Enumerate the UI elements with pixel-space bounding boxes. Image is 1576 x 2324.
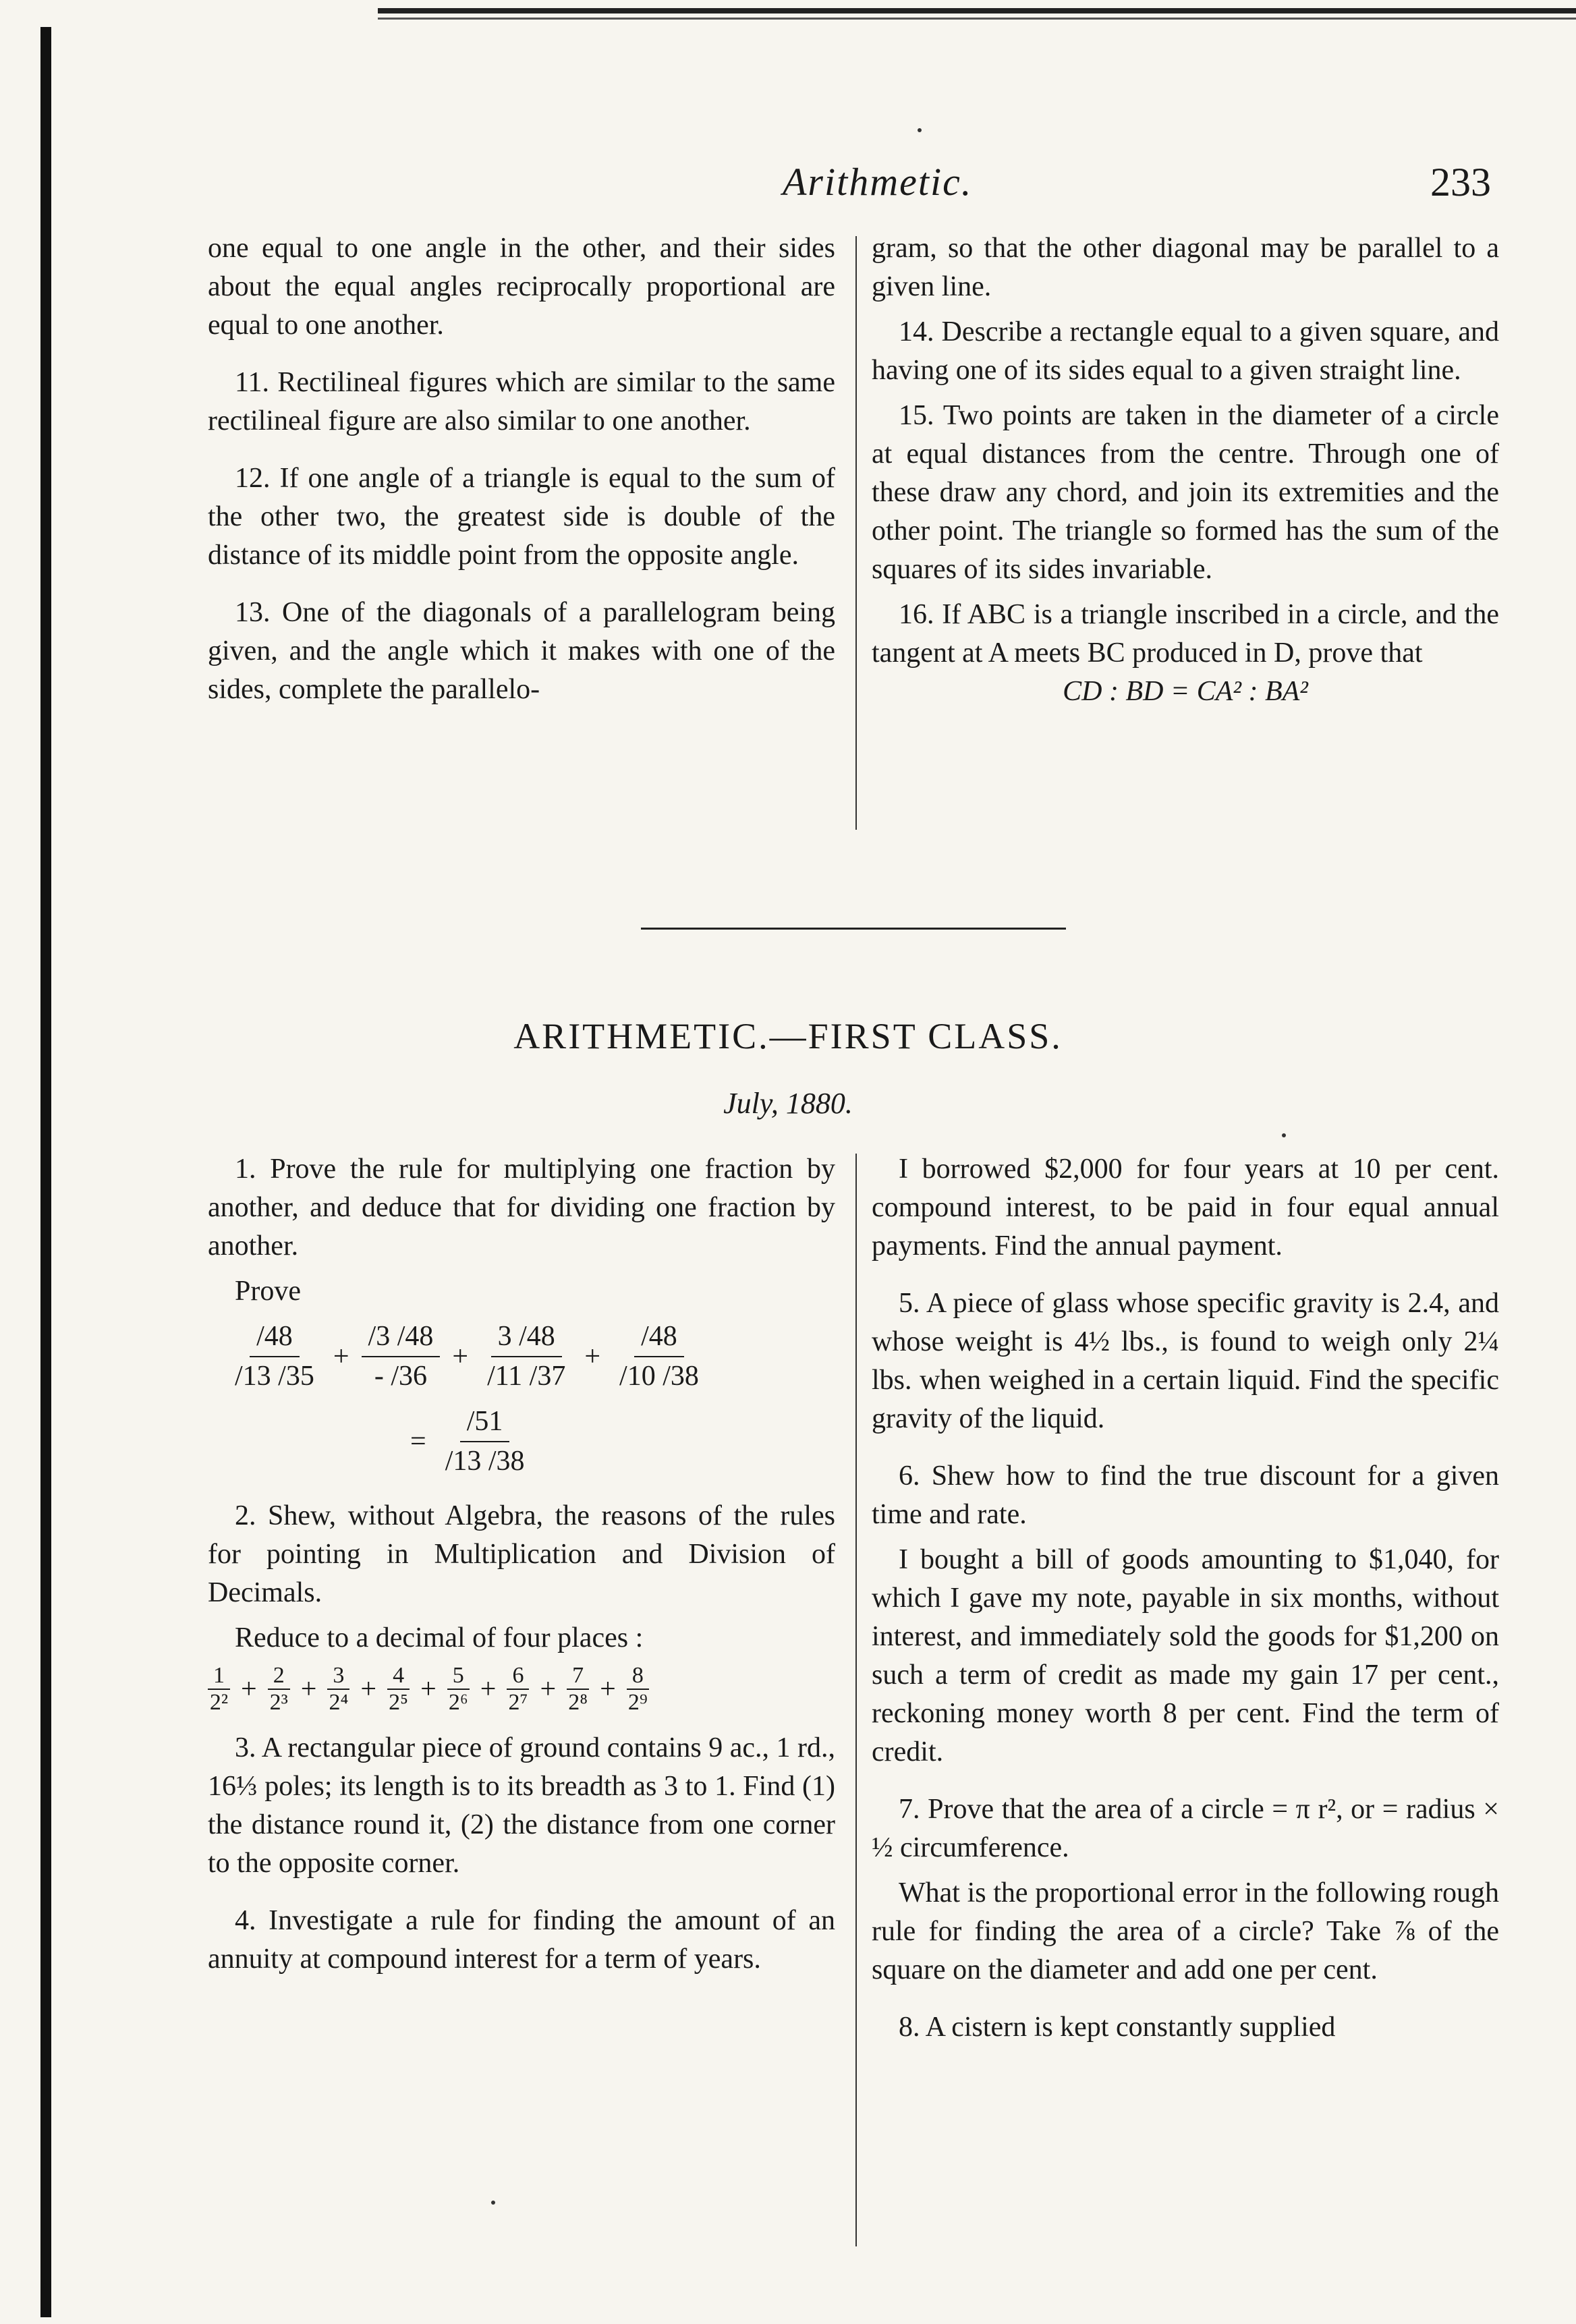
fraction-term [480, 1317, 572, 1396]
term-denominator: 2⁸ [568, 1690, 588, 1715]
question-6: 6. Shew how to find the true discount for a given time and rate. [872, 1461, 1499, 1530]
fraction-numerator: /51 [460, 1402, 510, 1442]
problem-13: 13. One of the diagonals of a parallelogram being given, and the angle which it makes with one of the sides, complete the parallelo- [208, 597, 835, 705]
term-numerator: 4 [387, 1663, 410, 1690]
plus-sign: + [333, 1340, 349, 1372]
term-denominator: 2⁶ [448, 1690, 468, 1715]
page-binding-edge [40, 27, 51, 2317]
power-sum-row [208, 1663, 835, 1716]
plus-sign: + [540, 1673, 557, 1705]
problem-15: 15. Two points are taken in the diameter of a circle at equal distances from the centre. Through one of these draw any chord, and join its extremities and the other point. The triangle so formed has the sum of the squares of its sides invariable. [872, 400, 1499, 585]
power-term [627, 1663, 649, 1716]
term-denominator: 2² [209, 1690, 229, 1715]
fraction-numerator: /48 [250, 1317, 300, 1357]
term-numerator: 3 [327, 1663, 349, 1690]
plus-sign: + [420, 1673, 437, 1705]
term-numerator: 2 [268, 1663, 290, 1690]
power-term [387, 1663, 410, 1716]
problem-13-continued: gram, so that the other diagonal may be parallel to a given line. [872, 233, 1499, 302]
plus-sign: + [241, 1673, 257, 1705]
fraction-result-row [410, 1402, 835, 1481]
running-head: Arithmetic. [783, 160, 973, 204]
fraction-denominator: /13 /35 [235, 1361, 314, 1392]
plus-sign: + [300, 1673, 317, 1705]
problem-14: 14. Describe a rectangle equal to a given square, and having one of its sides equal to a given straight line. [872, 316, 1499, 386]
column-divider-bottom [855, 1154, 857, 2246]
fraction-sum-row [228, 1317, 835, 1396]
prove-label: Prove [235, 1276, 301, 1307]
print-speck [491, 2201, 495, 2205]
question-1: 1. Prove the rule for multiplying one fraction by another, and deduce that for dividing one fraction by another. [208, 1154, 835, 1262]
power-term [507, 1663, 529, 1716]
question-8: 8. A cistern is kept constantly supplied [899, 2012, 1336, 2043]
term-denominator: 2³ [269, 1690, 288, 1715]
fraction-term [362, 1317, 441, 1396]
problem-12: 12. If one angle of a triangle is equal to the sum of the other two, the greatest side is double of the distance of its middle point from the opposite angle. [208, 463, 835, 571]
column-left-top [208, 229, 835, 728]
fraction-denominator: /10 /38 [619, 1361, 699, 1392]
fraction-denominator: /13 /38 [445, 1446, 525, 1477]
column-right-bottom [872, 1150, 1499, 2066]
print-speck [918, 128, 922, 132]
column-left-bottom [208, 1150, 835, 1997]
print-speck [1282, 1133, 1286, 1137]
question-4-continued: I borrowed $2,000 for four years at 10 per cent. compound interest, to be paid in four equal annual payments. Find the annual payment. [872, 1154, 1499, 1262]
question-7-part-b: What is the proportional error in the following rough rule for finding the area of a circle? Take ⅞ of the square on the diameter and add one per cent. [872, 1877, 1499, 1985]
power-term [208, 1663, 230, 1716]
fraction-term [613, 1317, 706, 1396]
term-denominator: 2⁹ [627, 1690, 648, 1715]
fraction-denominator: /11 /37 [487, 1361, 566, 1392]
problem-16: 16. If ABC is a triangle inscribed in a circle, and the tangent at A meets BC produced in D, prove that [872, 599, 1499, 669]
section-title: ARITHMETIC.—FIRST CLASS. [513, 1016, 1063, 1056]
page-number: 233 [1430, 160, 1491, 204]
fraction-result [439, 1402, 532, 1481]
problem-16-formula: CD : BD = CA² : BA² [1063, 676, 1308, 707]
fraction-term [228, 1317, 321, 1396]
top-rule-thin [378, 18, 1576, 20]
power-term [268, 1663, 290, 1716]
plus-sign: + [360, 1673, 377, 1705]
plus-sign: + [584, 1340, 601, 1372]
question-5: 5. A piece of glass whose specific gravity is 2.4, and whose weight is 4½ lbs., is found to weigh only 2¼ lbs. when weighed in a certain liquid. Find the specific gravity of the liquid. [872, 1288, 1499, 1434]
question-2: 2. Shew, without Algebra, the reasons of the rules for pointing in Multiplication and Division of Decimals. [208, 1500, 835, 1608]
plus-sign: + [452, 1340, 469, 1372]
fraction-numerator: 3 /48 [491, 1317, 562, 1357]
problem-11: 11. Rectilineal figures which are similar to the same rectilineal figure are also similar to one another. [208, 367, 835, 436]
term-denominator: 2⁷ [508, 1690, 528, 1715]
term-numerator: 1 [208, 1663, 230, 1690]
plus-sign: + [600, 1673, 616, 1705]
fraction-denominator: - /36 [374, 1361, 428, 1392]
power-term [567, 1663, 589, 1716]
term-numerator: 6 [507, 1663, 529, 1690]
equals-sign: = [410, 1425, 426, 1457]
term-denominator: 2⁴ [329, 1690, 349, 1715]
fraction-numerator: /48 [634, 1317, 684, 1357]
plus-sign: + [480, 1673, 497, 1705]
section-rule [641, 928, 1066, 930]
term-numerator: 8 [627, 1663, 649, 1690]
term-numerator: 5 [447, 1663, 470, 1690]
paragraph-10-continued: one equal to one angle in the other, and their sides about the equal angles reciprocally proportional are equal to one another. [208, 233, 835, 341]
question-7: 7. Prove that the area of a circle = π r², or = radius × ½ circumference. [872, 1794, 1499, 1863]
reduce-label: Reduce to a decimal of four places : [235, 1622, 644, 1653]
column-divider-top [855, 236, 857, 830]
top-rule [378, 8, 1576, 13]
question-3: 3. A rectangular piece of ground contains 9 ac., 1 rd., 16⅓ poles; its length is to its breadth as 3 to 1. Find (1) the distance round it, (2) the distance from one corner to the opposite corner. [208, 1732, 835, 1879]
section-date: July, 1880. [723, 1087, 853, 1120]
fraction-numerator: /3 /48 [362, 1317, 441, 1357]
term-numerator: 7 [567, 1663, 589, 1690]
question-6-part-b: I bought a bill of goods amounting to $1,040, for which I gave my note, payable in six months, without interest, and immediately sold the goods for $1,200 on such a term of credit as made my gain 17 per cent., reckoning money worth 8 per cent. Find the term of credit. [872, 1544, 1499, 1767]
question-4: 4. Investigate a rule for finding the amount of an annuity at compound interest for a term of years. [208, 1905, 835, 1975]
power-term [327, 1663, 349, 1716]
power-term [447, 1663, 470, 1716]
term-denominator: 2⁵ [389, 1690, 408, 1715]
column-right-top [872, 229, 1499, 711]
